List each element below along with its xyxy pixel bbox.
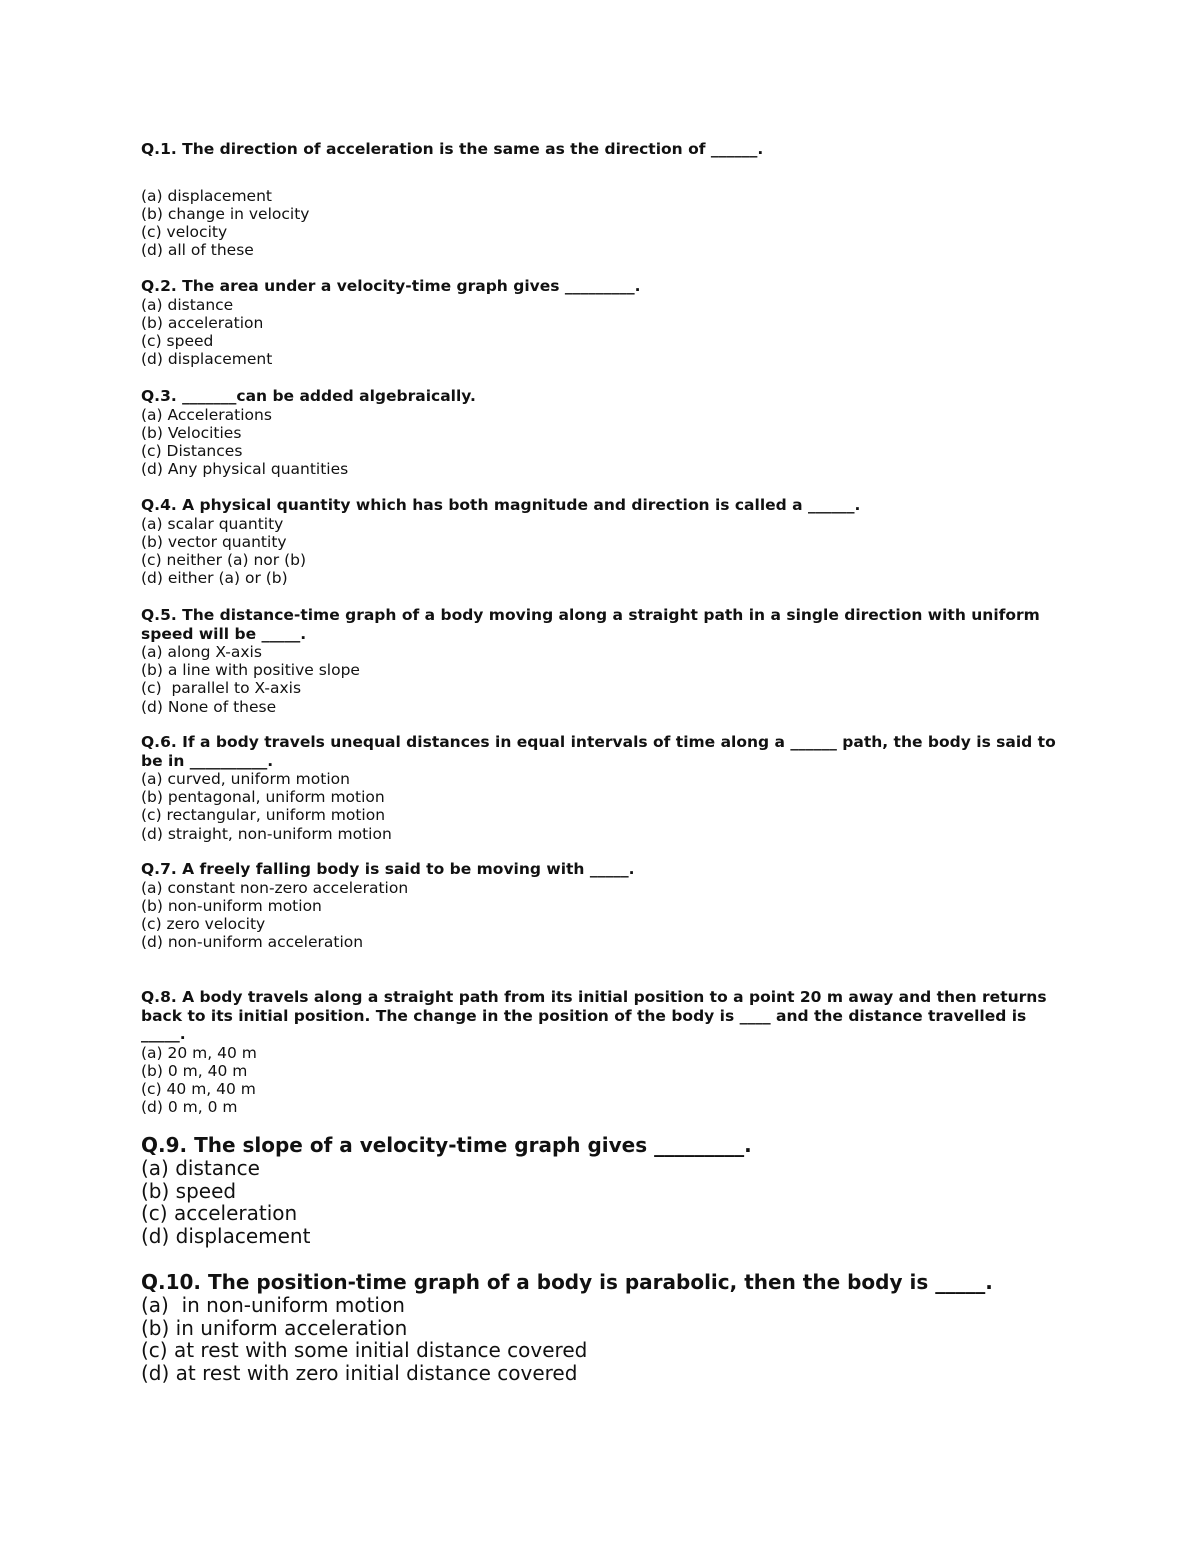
option-d: (d) all of these	[141, 241, 254, 260]
option-d: (d) None of these	[141, 697, 277, 716]
question-text: Q.9. The slope of a velocity-time graph gives _________.	[141, 1133, 752, 1157]
option-a: (a) constant non-zero acceleration	[141, 878, 409, 897]
option-d: (d) Any physical quantities	[141, 460, 349, 479]
option-c: (c) speed	[141, 331, 214, 350]
question-text: Q.3. _______can be added algebraically.	[141, 387, 476, 405]
option-a: (a) Accelerations	[141, 405, 272, 424]
question-text: Q.1. The direction of acceleration is the same as the direction of ______.	[141, 140, 764, 158]
option-b: (b) change in velocity	[141, 204, 310, 223]
option-d: (d) straight, non-uniform motion	[141, 824, 392, 843]
option-a: (a) in non-uniform motion	[141, 1293, 405, 1317]
question-10	[141, 1271, 1071, 1384]
option-c: (c) acceleration	[141, 1201, 298, 1226]
question-text: Q.8. A body travels along a straight path from its initial position to a point 20 m away and then returns back to its initial position. The change in the position of the body is ____ and the distance travelled is _____.	[141, 988, 1047, 1043]
question-6	[141, 733, 1071, 843]
question-text: Q.4. A physical quantity which has both magnitude and direction is called a ______.	[141, 496, 861, 514]
option-b: (b) speed	[141, 1178, 237, 1203]
option-d: (d) non-uniform acceleration	[141, 933, 364, 952]
option-b: (b) vector quantity	[141, 532, 287, 551]
option-c: (c) parallel to X-axis	[141, 679, 302, 698]
question-5	[141, 606, 1071, 716]
option-a: (a) displacement	[141, 186, 272, 205]
question-text: Q.10. The position-time graph of a body is parabolic, then the body is _____.	[141, 1270, 993, 1294]
question-1	[141, 140, 1071, 259]
option-d: (d) displacement	[141, 1223, 311, 1248]
option-c: (c) Distances	[141, 441, 243, 460]
option-d: (d) at rest with zero initial distance covered	[141, 1360, 578, 1385]
option-c: (c) velocity	[141, 222, 228, 241]
option-a: (a) distance	[141, 295, 234, 314]
option-b: (b) 0 m, 40 m	[141, 1061, 248, 1080]
option-d: (d) either (a) or (b)	[141, 569, 288, 588]
option-c: (c) rectangular, uniform motion	[141, 806, 386, 825]
question-text: Q.7. A freely falling body is said to be moving with _____.	[141, 860, 635, 878]
option-b: (b) in uniform acceleration	[141, 1315, 408, 1340]
option-a: (a) distance	[141, 1156, 260, 1180]
option-c: (c) at rest with some initial distance covered	[141, 1338, 588, 1363]
question-text: Q.6. If a body travels unequal distances in equal intervals of time along a ______ path, the body is said to be in __________.	[141, 733, 1056, 770]
option-b: (b) pentagonal, uniform motion	[141, 788, 385, 807]
question-7	[141, 860, 1071, 951]
option-a: (a) curved, uniform motion	[141, 770, 350, 788]
option-c: (c) 40 m, 40 m	[141, 1079, 256, 1098]
option-b: (b) acceleration	[141, 313, 264, 332]
option-c: (c) zero velocity	[141, 914, 266, 933]
question-8	[141, 988, 1071, 1116]
option-a: (a) along X-axis	[141, 643, 262, 661]
question-9	[141, 1134, 1071, 1247]
question-text: Q.5. The distance-time graph of a body moving along a straight path in a single direction with uniform speed will be _____.	[141, 606, 1040, 643]
option-a: (a) scalar quantity	[141, 514, 284, 533]
question-text: Q.2. The area under a velocity-time graph gives _________.	[141, 277, 641, 295]
option-c: (c) neither (a) nor (b)	[141, 550, 307, 569]
option-a: (a) 20 m, 40 m	[141, 1043, 257, 1062]
question-2	[141, 277, 1071, 368]
question-3	[141, 387, 1071, 478]
option-b: (b) Velocities	[141, 423, 242, 442]
option-b: (b) a line with positive slope	[141, 661, 360, 680]
option-d: (d) displacement	[141, 350, 273, 369]
option-d: (d) 0 m, 0 m	[141, 1098, 238, 1117]
question-4	[141, 496, 1071, 587]
option-b: (b) non-uniform motion	[141, 896, 322, 915]
